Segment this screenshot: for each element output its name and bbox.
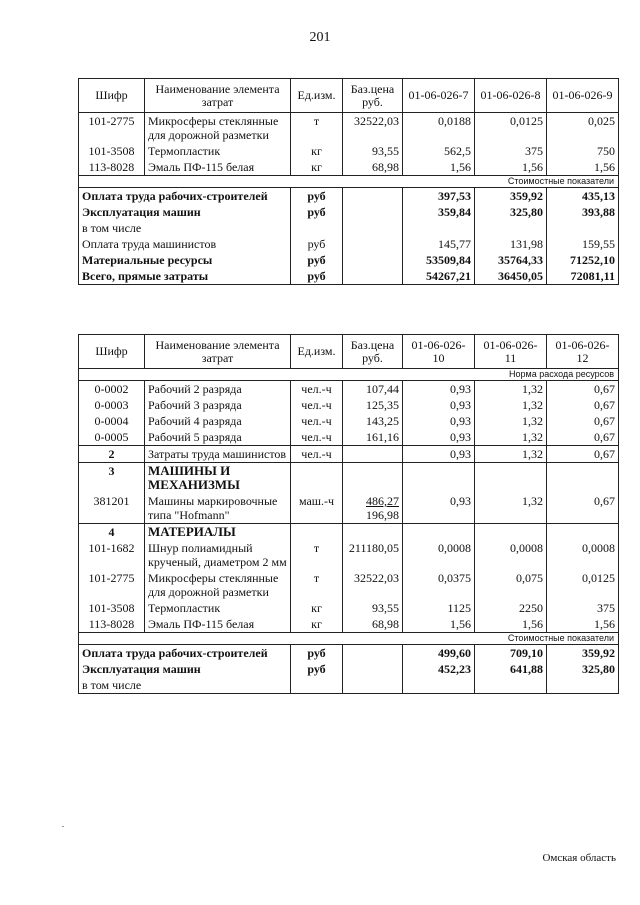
row-unit: кг [291, 159, 343, 176]
row-name: Рабочий 4 разряда [145, 413, 291, 429]
section-label-row [79, 176, 619, 188]
row-value-1: 0,93 [403, 429, 475, 446]
cost-unit: руб [291, 268, 343, 285]
row-code: 0-0004 [79, 413, 145, 429]
row-code: 2 [79, 446, 145, 463]
cost-value-3 [547, 677, 619, 694]
cost-name: Оплата труда машинистов [79, 236, 291, 252]
row-value-1: 0,93 [403, 493, 475, 524]
row-name: Микросферы стеклянные для дорожной разметки [145, 570, 291, 600]
empty-cell [475, 524, 547, 541]
row-name: Эмаль ПФ-115 белая [145, 159, 291, 176]
cost-unit: руб [291, 661, 343, 677]
row-price: 107,44 [343, 381, 403, 398]
header-price: Баз.цена руб. [343, 335, 403, 369]
row-value-1: 0,93 [403, 413, 475, 429]
cost-price [343, 188, 403, 205]
cost-unit: руб [291, 188, 343, 205]
row-code: 0-0002 [79, 381, 145, 398]
cost-value-1: 145,77 [403, 236, 475, 252]
row-price: 143,25 [343, 413, 403, 429]
row-value-2: 1,32 [475, 381, 547, 398]
table-row [79, 570, 619, 600]
row-price: 93,55 [343, 143, 403, 159]
cost-value-1: 53509,84 [403, 252, 475, 268]
section-title: МАТЕРИАЛЫ [145, 524, 291, 541]
header-col-3: 01-06-026-9 [547, 79, 619, 113]
table-header-row [79, 335, 619, 369]
cost-row [79, 220, 619, 236]
page-number: 201 [309, 30, 331, 45]
table-row [79, 159, 619, 176]
row-name: Эмаль ПФ-115 белая [145, 616, 291, 633]
empty-cell [547, 524, 619, 541]
row-value-3: 0,67 [547, 493, 619, 524]
row-value-3: 0,67 [547, 381, 619, 398]
row-value-3: 0,67 [547, 397, 619, 413]
cost-name: Оплата труда рабочих-строителей [79, 188, 291, 205]
row-code: 0-0005 [79, 429, 145, 446]
row-unit: чел.-ч [291, 381, 343, 398]
table-row [79, 413, 619, 429]
cost-price [343, 236, 403, 252]
cost-unit: руб [291, 645, 343, 662]
row-value-2: 0,075 [475, 570, 547, 600]
cost-value-1: 452,23 [403, 661, 475, 677]
cost-price [343, 220, 403, 236]
cost-name: в том числе [79, 677, 291, 694]
cost-value-2: 131,98 [475, 236, 547, 252]
header-col-3: 01-06-026-12 [547, 335, 619, 369]
row-value-2: 1,32 [475, 413, 547, 429]
row-name: Шнур полиамидный крученый, диаметром 2 мм [145, 540, 291, 570]
header-code: Шифр [79, 79, 145, 113]
row-price: 125,35 [343, 397, 403, 413]
cost-price [343, 677, 403, 694]
header-name: Наименование элемента затрат [145, 79, 291, 113]
row-unit: кг [291, 143, 343, 159]
header-name: Наименование элемента затрат [145, 335, 291, 369]
empty-cell [343, 463, 403, 494]
cost-value-3 [547, 220, 619, 236]
cost-unit [291, 220, 343, 236]
table-row [79, 616, 619, 633]
cost-value-1: 397,53 [403, 188, 475, 205]
cost-value-3: 71252,10 [547, 252, 619, 268]
row-value-3: 1,56 [547, 616, 619, 633]
header-price: Баз.цена руб. [343, 79, 403, 113]
row-value-3: 1,56 [547, 159, 619, 176]
labor-row [79, 446, 619, 463]
section-label: Норма расхода ресурсов [79, 369, 619, 381]
cost-price [343, 252, 403, 268]
cost-value-2 [475, 220, 547, 236]
row-code: 101-3508 [79, 600, 145, 616]
row-value-2: 1,32 [475, 493, 547, 524]
cost-value-3: 435,13 [547, 188, 619, 205]
row-value-2: 1,32 [475, 446, 547, 463]
row-unit: чел.-ч [291, 429, 343, 446]
resource-table-2 [78, 334, 619, 694]
header-code: Шифр [79, 335, 145, 369]
row-value-1: 1,56 [403, 616, 475, 633]
row-name: Рабочий 2 разряда [145, 381, 291, 398]
row-unit: кг [291, 616, 343, 633]
machines-heading-row [79, 463, 619, 494]
row-value-3: 0,025 [547, 113, 619, 144]
cost-value-2 [475, 677, 547, 694]
cost-value-2: 36450,05 [475, 268, 547, 285]
row-value-2: 375 [475, 143, 547, 159]
row-price: 32522,03 [343, 570, 403, 600]
empty-cell [547, 463, 619, 494]
table-row [79, 540, 619, 570]
row-name: Затраты труда машинистов [145, 446, 291, 463]
row-name: Рабочий 5 разряда [145, 429, 291, 446]
row-price: 68,98 [343, 159, 403, 176]
row-name: Рабочий 3 разряда [145, 397, 291, 413]
cost-value-2: 359,92 [475, 188, 547, 205]
row-unit: т [291, 570, 343, 600]
row-value-2: 0,0008 [475, 540, 547, 570]
empty-cell [291, 524, 343, 541]
row-value-1: 0,93 [403, 397, 475, 413]
cost-value-1 [403, 677, 475, 694]
row-value-2: 2250 [475, 600, 547, 616]
row-value-1: 1,56 [403, 159, 475, 176]
row-value-3: 0,67 [547, 413, 619, 429]
row-code: 101-2775 [79, 570, 145, 600]
row-value-1: 562,5 [403, 143, 475, 159]
cost-row [79, 645, 619, 662]
cost-value-2: 709,10 [475, 645, 547, 662]
row-value-1: 0,93 [403, 446, 475, 463]
row-price: 68,98 [343, 616, 403, 633]
cost-row [79, 188, 619, 205]
table-row [79, 113, 619, 144]
header-col-2: 01-06-026-8 [475, 79, 547, 113]
cost-row [79, 268, 619, 285]
table-row [79, 600, 619, 616]
price-primary: 486,27 [366, 494, 399, 508]
row-value-1: 0,0188 [403, 113, 475, 144]
row-unit: т [291, 540, 343, 570]
cost-price [343, 661, 403, 677]
scan-mark [62, 826, 64, 827]
row-price [343, 493, 403, 524]
row-value-3: 375 [547, 600, 619, 616]
section-label-row [79, 633, 619, 645]
table-row [79, 493, 619, 524]
empty-cell [291, 463, 343, 494]
row-value-2: 1,56 [475, 159, 547, 176]
row-value-3: 750 [547, 143, 619, 159]
section-code: 4 [79, 524, 145, 541]
cost-name: Материальные ресурсы [79, 252, 291, 268]
row-value-3: 0,0008 [547, 540, 619, 570]
empty-cell [403, 524, 475, 541]
row-value-3: 0,67 [547, 446, 619, 463]
header-col-1: 01-06-026-7 [403, 79, 475, 113]
row-code: 101-2775 [79, 113, 145, 144]
table-row [79, 381, 619, 398]
section-code: 3 [79, 463, 145, 494]
materials-heading-row [79, 524, 619, 541]
row-name: Термопластик [145, 600, 291, 616]
row-value-3: 0,67 [547, 429, 619, 446]
row-value-1: 0,0375 [403, 570, 475, 600]
header-col-1: 01-06-026-10 [403, 335, 475, 369]
table-row [79, 429, 619, 446]
header-unit: Ед.изм. [291, 79, 343, 113]
row-value-2: 1,32 [475, 397, 547, 413]
cost-name: Эксплуатация машин [79, 661, 291, 677]
row-unit: чел.-ч [291, 397, 343, 413]
row-value-3: 0,0125 [547, 570, 619, 600]
cost-row [79, 204, 619, 220]
resource-table-1 [78, 78, 619, 285]
cost-unit: руб [291, 252, 343, 268]
row-code: 381201 [79, 493, 145, 524]
row-value-1: 0,93 [403, 381, 475, 398]
cost-value-1: 54267,21 [403, 268, 475, 285]
empty-cell [403, 463, 475, 494]
row-price [343, 446, 403, 463]
cost-unit: руб [291, 236, 343, 252]
cost-value-2: 35764,33 [475, 252, 547, 268]
row-value-1: 0,0008 [403, 540, 475, 570]
cost-name: Всего, прямые затраты [79, 268, 291, 285]
cost-value-2: 325,80 [475, 204, 547, 220]
row-code: 113-8028 [79, 616, 145, 633]
row-unit: чел.-ч [291, 446, 343, 463]
cost-value-1 [403, 220, 475, 236]
cost-name: Эксплуатация машин [79, 204, 291, 220]
cost-value-3: 159,55 [547, 236, 619, 252]
row-name: Микросферы стеклянные для дорожной разметки [145, 113, 291, 144]
row-name: Машины маркировочные типа "Hofmann" [145, 493, 291, 524]
table-header-row [79, 79, 619, 113]
row-code: 113-8028 [79, 159, 145, 176]
row-price: 211180,05 [343, 540, 403, 570]
row-value-1: 1125 [403, 600, 475, 616]
row-value-2: 1,56 [475, 616, 547, 633]
empty-cell [343, 524, 403, 541]
cost-unit: руб [291, 204, 343, 220]
cost-name: Оплата труда рабочих-строителей [79, 645, 291, 662]
header-unit: Ед.изм. [291, 335, 343, 369]
cost-value-3: 393,88 [547, 204, 619, 220]
row-unit: т [291, 113, 343, 144]
row-value-2: 1,32 [475, 429, 547, 446]
row-code: 101-3508 [79, 143, 145, 159]
row-value-2: 0,0125 [475, 113, 547, 144]
cost-value-1: 499,60 [403, 645, 475, 662]
row-code: 0-0003 [79, 397, 145, 413]
region-footer: Омская область [542, 852, 616, 864]
cost-row [79, 252, 619, 268]
cost-value-3: 359,92 [547, 645, 619, 662]
cost-row [79, 661, 619, 677]
row-price: 93,55 [343, 600, 403, 616]
cost-row [79, 677, 619, 694]
cost-value-1: 359,84 [403, 204, 475, 220]
section-title: МАШИНЫ И МЕХАНИЗМЫ [145, 463, 291, 494]
row-unit: кг [291, 600, 343, 616]
header-col-2: 01-06-026-11 [475, 335, 547, 369]
empty-cell [475, 463, 547, 494]
cost-unit [291, 677, 343, 694]
cost-value-3: 72081,11 [547, 268, 619, 285]
table-row [79, 397, 619, 413]
section-label: Стоимостные показатели [79, 633, 619, 645]
row-unit: чел.-ч [291, 413, 343, 429]
row-unit: маш.-ч [291, 493, 343, 524]
row-price: 161,16 [343, 429, 403, 446]
row-price: 32522,03 [343, 113, 403, 144]
cost-price [343, 268, 403, 285]
cost-price [343, 204, 403, 220]
cost-name: в том числе [79, 220, 291, 236]
cost-row [79, 236, 619, 252]
price-secondary: 196,98 [366, 508, 399, 522]
table-row [79, 143, 619, 159]
cost-price [343, 645, 403, 662]
cost-value-2: 641,88 [475, 661, 547, 677]
row-code: 101-1682 [79, 540, 145, 570]
cost-value-3: 325,80 [547, 661, 619, 677]
section-label: Стоимостные показатели [79, 176, 619, 188]
row-name: Термопластик [145, 143, 291, 159]
section-label-row [79, 369, 619, 381]
